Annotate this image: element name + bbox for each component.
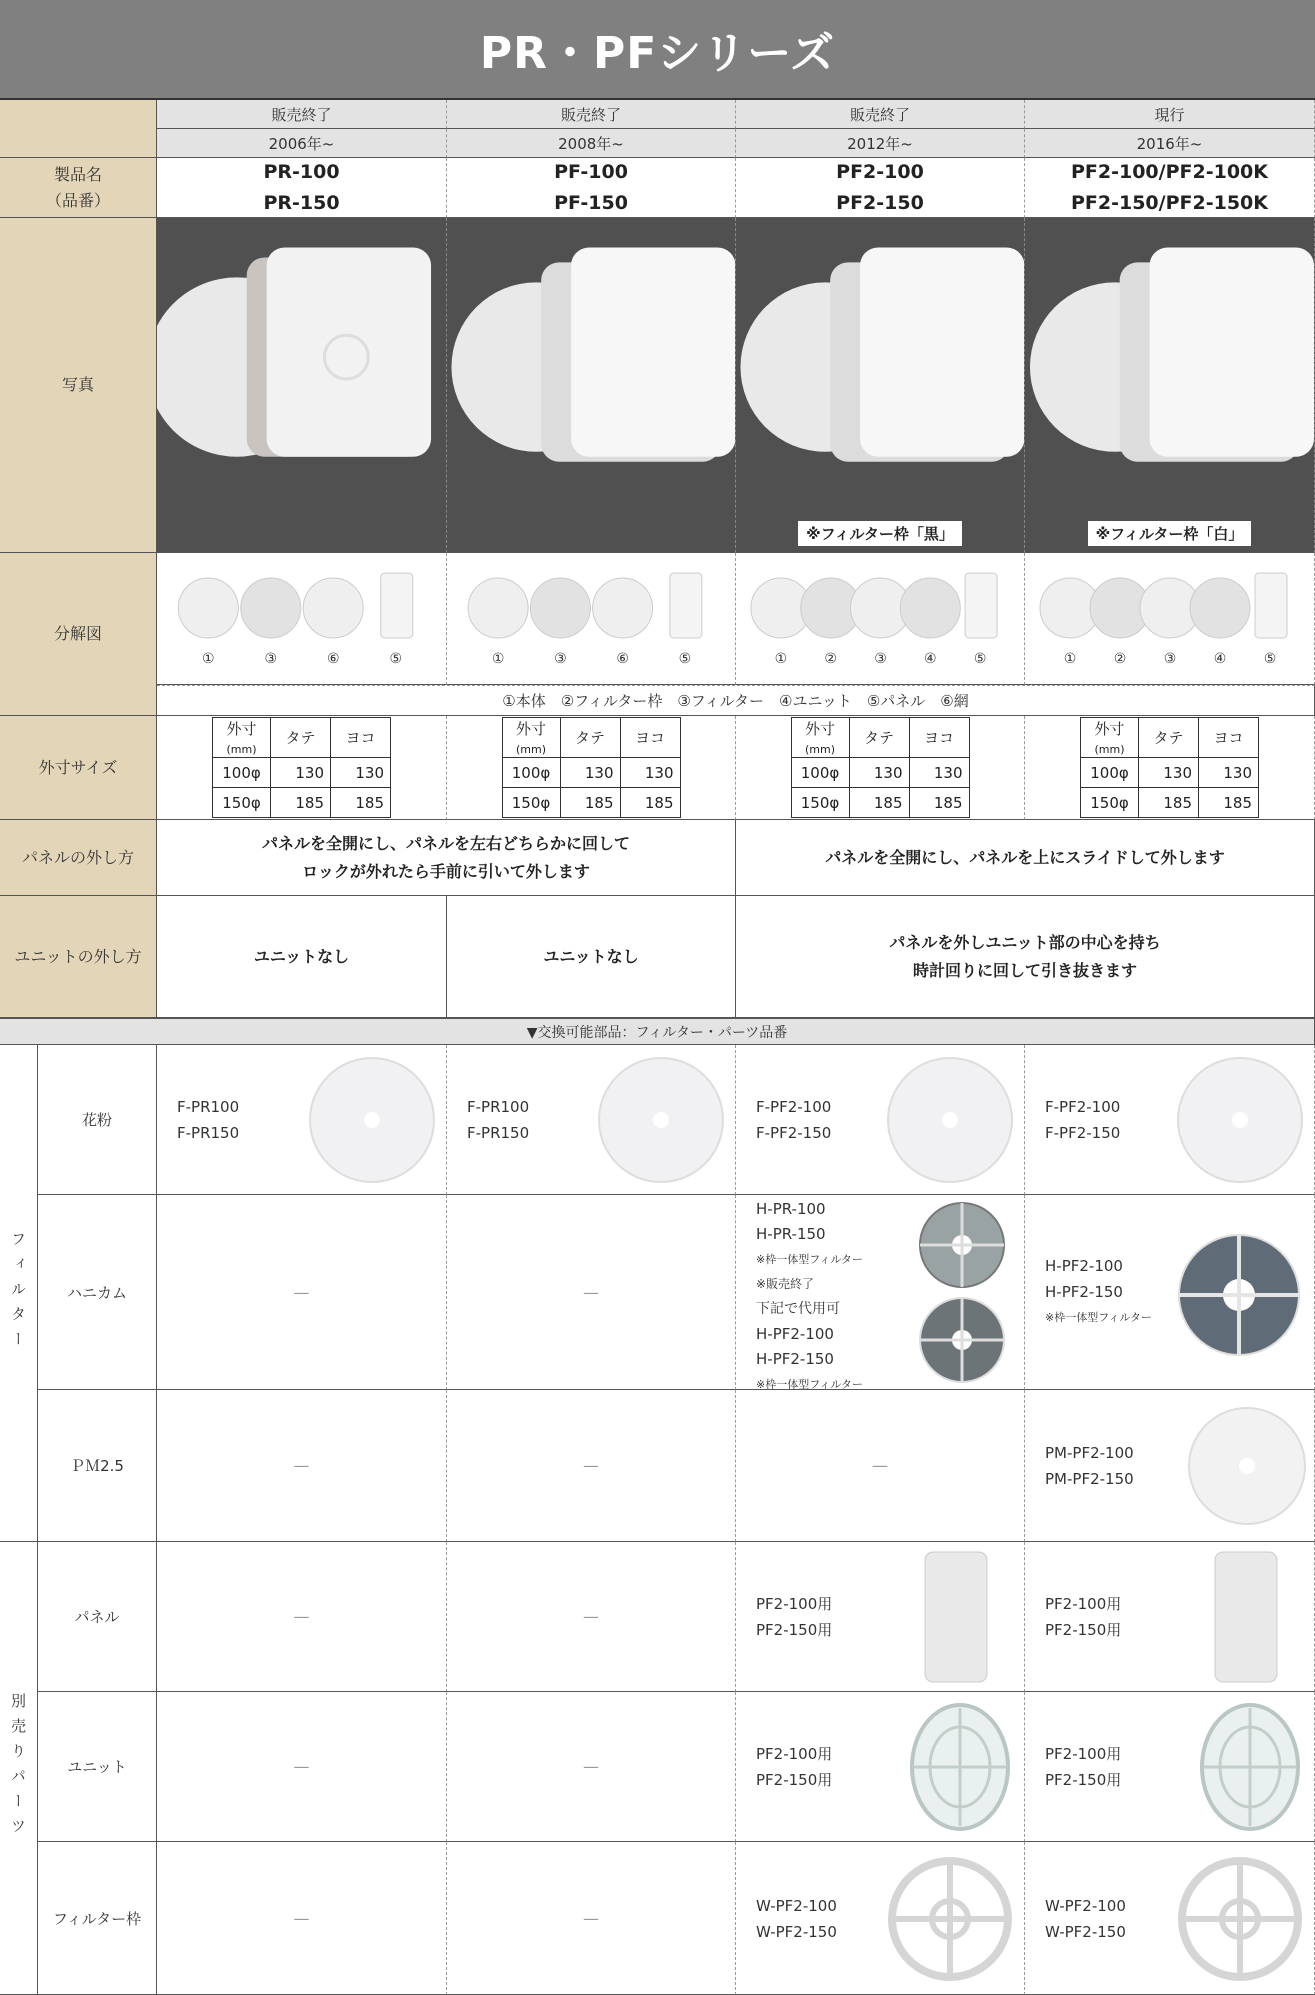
honeycomb-filter-image: [915, 1200, 1010, 1385]
part-cell-pollen-3: [1025, 1045, 1315, 1195]
part-code: PF2-150用: [756, 1621, 833, 1639]
part-code: W-PF2-100: [756, 1896, 837, 1915]
photo-label: 写真: [0, 218, 157, 553]
part-cell-panel-2: [736, 1542, 1025, 1692]
part-number-label: ⑥: [326, 651, 340, 667]
part-number-label: ⑤: [389, 651, 403, 667]
row-label-unit: ユニット: [38, 1692, 157, 1842]
product-name-150: PR-150: [263, 191, 340, 214]
year-0: 2006年~: [157, 129, 447, 158]
pollen-filter-image: [596, 1055, 726, 1185]
part-number-label: ③: [554, 651, 567, 667]
pollen-filter-image: [885, 1055, 1015, 1185]
group-parts-label: [0, 1542, 38, 1995]
panel-part-image: [915, 1547, 995, 1687]
status-3: 現行: [1025, 100, 1315, 129]
product-photo-2: [736, 218, 1025, 553]
part-code: F-PR100: [467, 1098, 530, 1116]
part-number-label: ②: [1113, 651, 1127, 667]
part-cell-panel-1: [447, 1542, 736, 1692]
part-cell-pm25-3: [1025, 1390, 1315, 1542]
status-1: 販売終了: [447, 100, 736, 129]
part-code: PM-PF2-100: [1045, 1444, 1134, 1462]
size-table: 外寸(mm) タテ ヨコ 100φ 130 130 150φ 185 185: [1080, 717, 1259, 818]
part-number-label: ④: [924, 651, 937, 667]
part-number-label: ③: [264, 651, 278, 667]
unit-remove-label: ユニットの外し方: [0, 896, 157, 1018]
product-name-150: PF2-150/PF2-150K: [1070, 191, 1268, 214]
fan-image: [1025, 218, 1314, 552]
panel-remove-label: パネルの外し方: [0, 820, 157, 896]
panel-part-image: [1205, 1547, 1285, 1687]
part-code: W-PF2-100: [1045, 1896, 1126, 1915]
corner-label: [0, 100, 157, 158]
fan-image: [736, 218, 1024, 552]
size-table: 外寸(mm) タテ ヨコ 100φ 130 130 150φ 185 185: [212, 717, 391, 818]
part-cell-honeycomb-3: H-PF2-100 H-PF2-150 ※枠一体型フィルター: [1025, 1195, 1315, 1390]
part-cell-filterframe-3: [1025, 1842, 1315, 1995]
row-label-pollen: 花粉: [38, 1045, 157, 1195]
part-code: PF2-150用: [1045, 1771, 1122, 1789]
part-number-label: ⑤: [1263, 651, 1277, 667]
exploded-legend: ①本体 ②フィルター枠 ③フィルター ④ユニット ⑤パネル ⑥網: [157, 685, 1315, 716]
filter-frame-image: [885, 1854, 1015, 1984]
exploded-image: [447, 563, 736, 673]
status-0: 販売終了: [157, 100, 447, 129]
part-code: F-PR150: [467, 1124, 530, 1142]
part-number-label: ①: [774, 651, 788, 667]
page-title: PR・PFシリーズ: [479, 28, 836, 79]
part-code: F-PF2-100: [756, 1098, 832, 1116]
product-name-150: PF-150: [554, 191, 628, 214]
panel-remove-line2: ロックが外れたら手前に引いて外します: [302, 861, 590, 881]
part-cell-unit-0: [157, 1692, 447, 1842]
product-label: [0, 158, 157, 218]
year-1: 2008年~: [447, 129, 736, 158]
part-number-label: ①: [1063, 651, 1077, 667]
unit-part-image: [1195, 1700, 1305, 1835]
part-code: PF2-100用: [1045, 1595, 1122, 1613]
size-cell-0: [157, 716, 447, 820]
part-code: PF2-150用: [756, 1771, 833, 1789]
part-number-label: ⑥: [616, 651, 629, 667]
part-cell-honeycomb-0: [157, 1195, 447, 1390]
pm25-filter-image: [1185, 1404, 1310, 1529]
exploded-image: [1025, 563, 1315, 673]
row-label-panel: パネル: [38, 1542, 157, 1692]
part-code: F-PR100: [177, 1098, 240, 1116]
size-cell-1: [447, 716, 736, 820]
not-applicable-dash: —: [583, 1282, 599, 1302]
part-code: W-PF2-150: [1045, 1922, 1126, 1941]
product-name-150: PF2-150: [836, 191, 924, 214]
unit-remove-line1: パネルを外しユニット部の中心を持ち: [889, 932, 1161, 952]
row-label-pm25: ＰＭ2.5: [38, 1390, 157, 1542]
not-applicable-dash: —: [293, 1456, 310, 1475]
exploded-diagram-2: [736, 553, 1025, 685]
pollen-filter-image: [1175, 1055, 1305, 1185]
part-number-label: ④: [1213, 651, 1227, 667]
product-photo-1: [447, 218, 736, 553]
part-number-label: ②: [824, 651, 837, 667]
product-name-3: [1025, 158, 1315, 218]
fan-image: [447, 218, 735, 552]
product-name-0: [157, 158, 447, 218]
not-applicable-dash: —: [583, 1757, 599, 1776]
exploded-image: [157, 563, 447, 673]
part-cell-pollen-2: [736, 1045, 1025, 1195]
part-code: PF2-100用: [756, 1595, 833, 1613]
parts-banner: ▼交換可能部品：フィルター・パーツ品番: [0, 1018, 1315, 1045]
exploded-image: [736, 563, 1025, 673]
part-number-label: ③: [1163, 651, 1177, 667]
not-applicable-dash: —: [583, 1456, 599, 1475]
part-cell-honeycomb-2: H-PR-100 H-PR-150 ※枠一体型フィルター ※販売終了 下記で代用可 H-PF2-100 H-PF2-150 ※枠一体型フィルター: [736, 1195, 1025, 1390]
unit-remove-line2: 時計回りに回して引き抜きます: [912, 960, 1137, 980]
part-cell-pm25-0: [157, 1390, 447, 1542]
filter-frame-note: ※フィルター枠「黒」: [798, 521, 962, 546]
not-applicable-dash: —: [293, 1757, 310, 1776]
part-cell-unit-1: [447, 1692, 736, 1842]
part-cell-unit-2: [736, 1692, 1025, 1842]
group-parts-text: 別売りパーツ: [9, 1693, 27, 1843]
exploded-diagram-0: [157, 553, 447, 685]
part-cell-pollen-1: [447, 1045, 736, 1195]
part-number-label: ①: [491, 651, 505, 667]
part-code: F-PF2-150: [1045, 1124, 1121, 1142]
unit-remove-a: ユニットなし: [157, 896, 447, 1018]
not-applicable-dash: —: [293, 1282, 310, 1302]
unit-remove-b: ユニットなし: [447, 896, 736, 1018]
part-code: PM-PF2-150: [1045, 1470, 1134, 1488]
part-cell-filterframe-0: [157, 1842, 447, 1995]
part-cell-filterframe-1: [447, 1842, 736, 1995]
part-number-label: ⑤: [678, 651, 692, 667]
size-label: 外寸サイズ: [0, 716, 157, 820]
size-cell-3: [1025, 716, 1315, 820]
status-2: 販売終了: [736, 100, 1025, 129]
group-filter-label: [0, 1045, 38, 1542]
size-cell-2: [736, 716, 1025, 820]
product-label-text: 製品名: [53, 164, 102, 184]
product-name-100: PF2-100/PF2-100K: [1070, 160, 1268, 183]
not-applicable-dash: —: [293, 1607, 310, 1626]
product-name-100: PR-100: [263, 160, 340, 183]
product-photo-0: [157, 218, 447, 553]
unit-remove-cd: [736, 896, 1315, 1018]
size-table: 外寸(mm) タテ ヨコ 100φ 130 130 150φ 185 185: [502, 717, 681, 818]
honeycomb-filter-image: [1175, 1231, 1303, 1359]
product-name-100: PF-100: [554, 160, 628, 183]
year-2: 2012年~: [736, 129, 1025, 158]
fan-image: [157, 218, 446, 552]
exploded-label: 分解図: [0, 553, 157, 716]
not-applicable-dash: —: [293, 1908, 310, 1928]
part-cell-panel-3: [1025, 1542, 1315, 1692]
part-number-label: ⑤: [973, 651, 987, 667]
filter-frame-image: [1175, 1854, 1305, 1984]
part-cell-unit-3: [1025, 1692, 1315, 1842]
page-header: [0, 0, 1315, 100]
year-3: 2016年~: [1025, 129, 1315, 158]
part-code: F-PF2-100: [1045, 1098, 1121, 1116]
exploded-diagram-1: [447, 553, 736, 685]
part-cell-pm25-2: [736, 1390, 1025, 1542]
panel-remove-cd: パネルを全開にし、パネルを上にスライドして外します: [736, 820, 1315, 896]
group-filter-text: フィルター: [9, 1230, 27, 1356]
panel-remove-ab: [157, 820, 736, 896]
part-number-label: ③: [874, 651, 887, 667]
product-sublabel-text: （品番）: [45, 190, 110, 210]
part-code: PF2-150用: [1045, 1621, 1122, 1639]
row-label-filterframe: フィルター枠: [38, 1842, 157, 1995]
product-name-100: PF2-100: [836, 160, 924, 183]
unit-part-image: [905, 1700, 1015, 1835]
part-number-label: ①: [201, 651, 215, 667]
part-cell-panel-0: [157, 1542, 447, 1692]
part-code: F-PR150: [177, 1124, 240, 1142]
exploded-diagram-3: [1025, 553, 1315, 685]
row-label-honeycomb: ハニカム: [38, 1195, 157, 1390]
not-applicable-dash: —: [872, 1456, 888, 1475]
product-name-1: [447, 158, 736, 218]
part-code: PF2-100用: [1045, 1745, 1122, 1763]
not-applicable-dash: —: [583, 1908, 599, 1928]
product-name-2: [736, 158, 1025, 218]
filter-frame-note: ※フィルター枠「白」: [1088, 521, 1252, 546]
part-code: F-PF2-150: [756, 1124, 832, 1142]
pollen-filter-image: [307, 1055, 437, 1185]
part-cell-filterframe-2: [736, 1842, 1025, 1995]
size-table: 外寸(mm) タテ ヨコ 100φ 130 130 150φ 185 185: [791, 717, 970, 818]
part-cell-honeycomb-1: [447, 1195, 736, 1390]
part-cell-pollen-0: [157, 1045, 447, 1195]
part-code: W-PF2-150: [756, 1922, 837, 1941]
product-photo-3: [1025, 218, 1315, 553]
part-code: PF2-100用: [756, 1745, 833, 1763]
part-cell-pm25-1: [447, 1390, 736, 1542]
panel-remove-line1: パネルを全開にし、パネルを左右どちらかに回して: [261, 833, 630, 853]
not-applicable-dash: —: [583, 1607, 599, 1626]
